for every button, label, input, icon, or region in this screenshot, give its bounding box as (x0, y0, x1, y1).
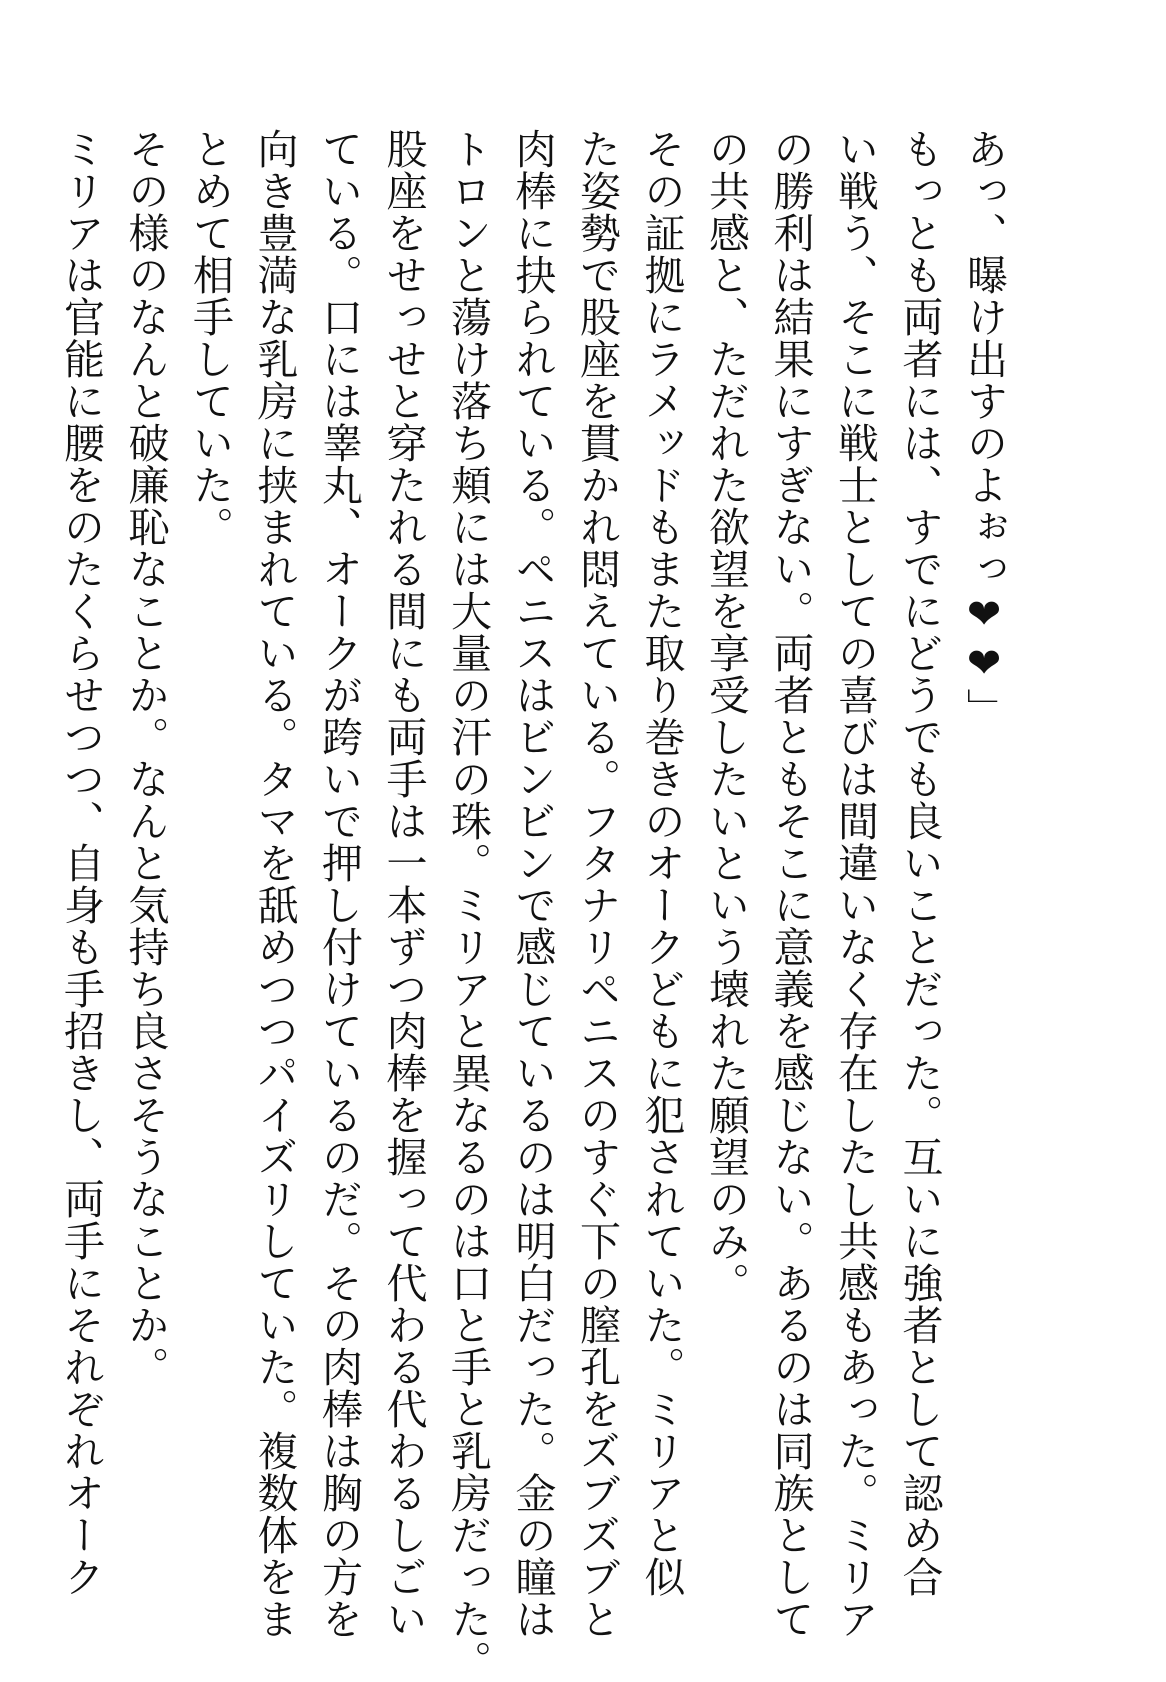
text-line-13: とめて相手していた。 (186, 128, 234, 548)
text-line-3: い戦う、そこに戦士としての喜びは間違いなく存在したし共感もあった。ミリア (831, 128, 879, 1640)
text-line-5: の共感と、ただれた欲望を享受したいという壊れた願望のみ。 (702, 128, 750, 1304)
text-line-14: その様のなんと破廉恥なことか。なんと気持ち良さそうなことか。 (121, 128, 170, 1388)
text-line-8: 肉棒に抉られている。ペニスはビンビンで感じているのは明白だった。金の瞳は (508, 128, 557, 1640)
text-line-2: もっとも両者には、すでにどうでも良いことだった。互いに強者として認め合 (895, 128, 944, 1598)
text-line-1: あっ、曝け出すのよぉっ❤❤」 (960, 128, 1008, 730)
text-line-11: ている。口には睾丸、オークが跨いで押し付けているのだ。その肉棒は胸の方を (315, 128, 363, 1640)
text-line-6: その証拠にラメッドもまた取り巻きのオークどもに犯されていた。ミリアと似 (637, 128, 686, 1598)
text-line-10: 股座をせっせと穿たれる間にも両手は一本ずつ肉棒を握って代わる代わるしごい (379, 128, 428, 1640)
text-line-4: の勝利は結果にすぎない。両者ともそこに意義を感じない。あるのは同族として (766, 128, 815, 1640)
text-line-9: トロンと蕩け落ち頬には大量の汗の珠。ミリアと異なるのは口と手と乳房だった。 (444, 128, 492, 1682)
text-line-7: た姿勢で股座を貫かれ悶えている。フタナリペニスのすぐ下の膣孔をズブズブと (573, 128, 621, 1640)
text-line-15: ミリアは官能に腰をのたくらせつつ、自身も手招きし、両手にそれぞれオーク (57, 128, 105, 1598)
text-line-12: 向き豊満な乳房に挟まれている。タマを舐めつつパイズリしていた。複数体をま (250, 128, 299, 1640)
vertical-text-block (49, 128, 1017, 1682)
